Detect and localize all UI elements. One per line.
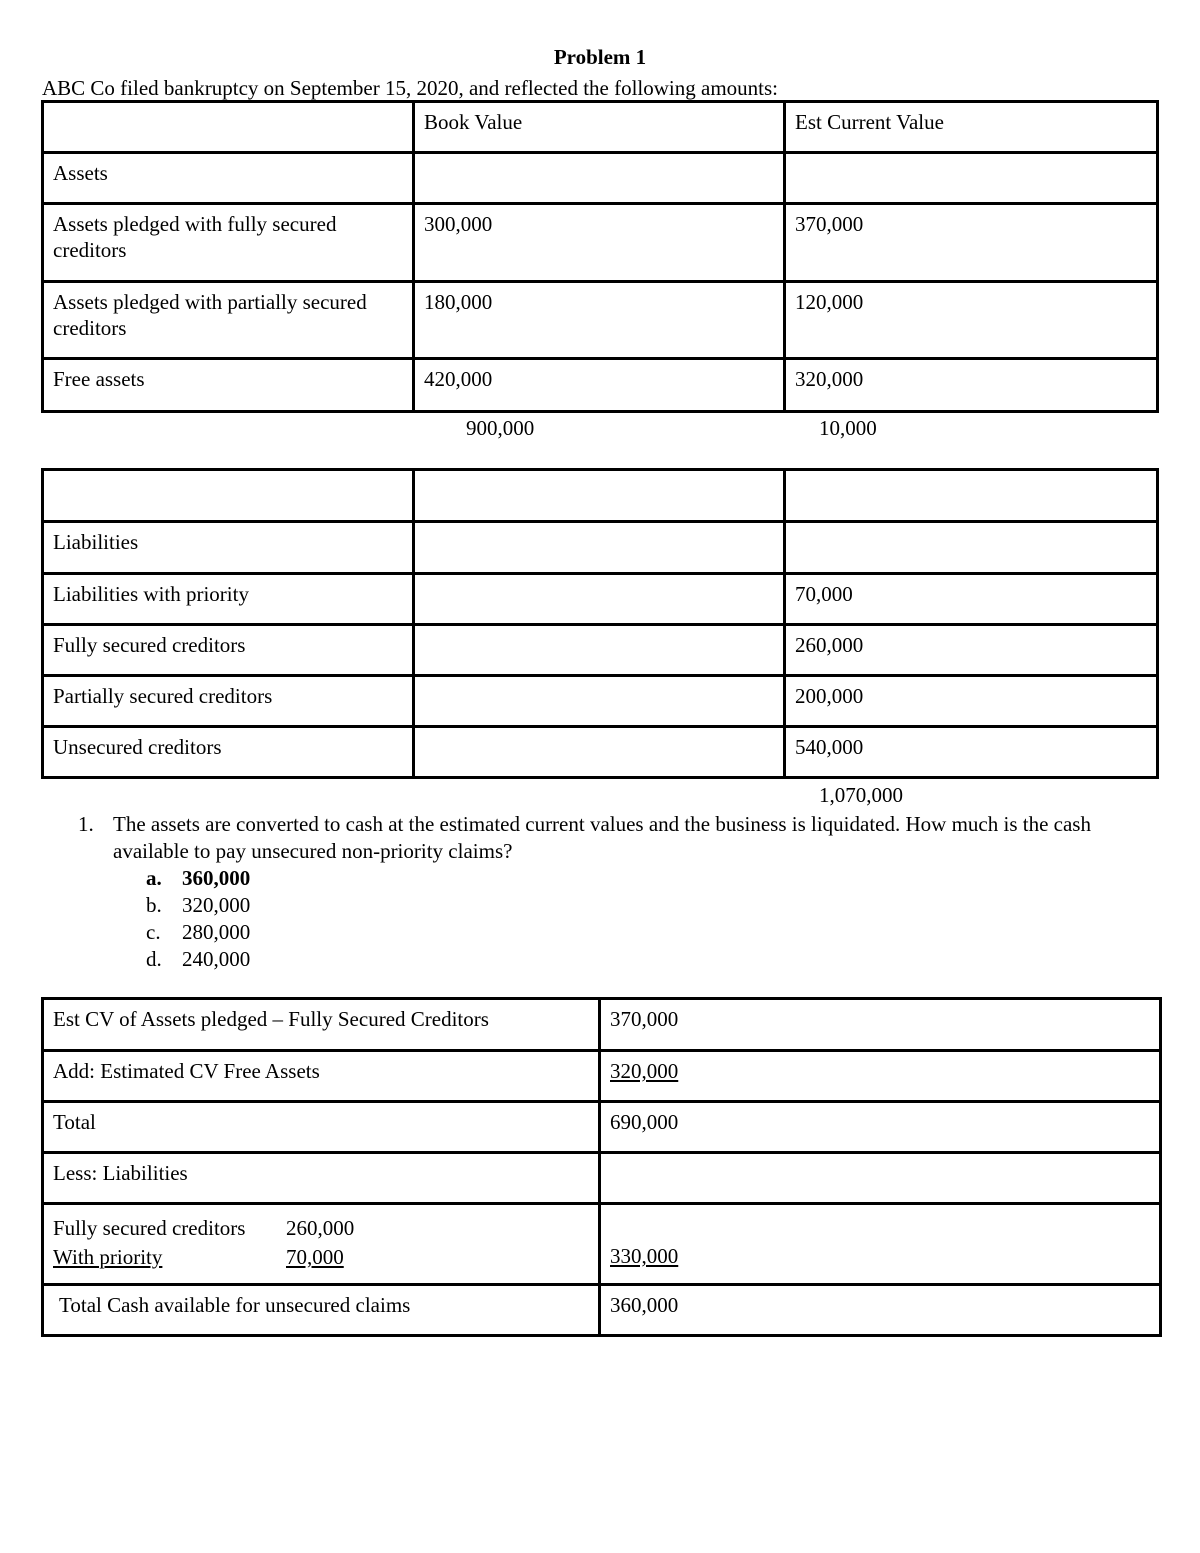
row-value: 370,000 bbox=[600, 999, 1161, 1051]
choice-letter: b. bbox=[146, 893, 162, 917]
question-number: 1. bbox=[78, 812, 94, 836]
table-row bbox=[43, 574, 1158, 625]
table-row bbox=[43, 204, 1158, 282]
book-value-cell bbox=[414, 470, 785, 522]
row-label: Liabilities bbox=[43, 522, 414, 574]
row-label: Total bbox=[43, 1102, 600, 1153]
current-value-cell bbox=[785, 522, 1158, 574]
row-label: Unsecured creditors bbox=[43, 727, 414, 778]
book-value-cell bbox=[414, 676, 785, 727]
table-row bbox=[43, 1204, 1161, 1285]
assets-current-total: 10,000 bbox=[819, 416, 877, 440]
book-value-cell: 180,000 bbox=[414, 282, 785, 359]
choice-letter: c. bbox=[146, 920, 161, 944]
row-label: Partially secured creditors bbox=[43, 676, 414, 727]
row-label: Assets pledged with fully secured creditors bbox=[43, 204, 414, 282]
current-value-cell: 260,000 bbox=[785, 625, 1158, 676]
choice-b bbox=[146, 892, 1158, 919]
table-row bbox=[43, 1051, 1161, 1102]
book-value-cell bbox=[414, 727, 785, 778]
problem-title: Problem 1 bbox=[553, 45, 647, 69]
table-row bbox=[43, 153, 1158, 204]
row-label: Assets pledged with partially secured creditors bbox=[43, 282, 414, 359]
liability-label: Fully secured creditors bbox=[53, 1216, 246, 1240]
row-label: Free assets bbox=[43, 359, 414, 412]
liability-value: 70,000 bbox=[286, 1245, 344, 1269]
row-label bbox=[43, 470, 414, 522]
row-label: Est CV of Assets pledged – Fully Secured Creditors bbox=[43, 999, 600, 1051]
choice-value: 240,000 bbox=[182, 947, 251, 971]
assets-table bbox=[41, 100, 1159, 413]
row-label: Add: Estimated CV Free Assets bbox=[43, 1051, 600, 1102]
row-value bbox=[600, 1204, 1161, 1285]
table-row bbox=[43, 1153, 1161, 1204]
row-label: Less: Liabilities bbox=[43, 1153, 600, 1204]
table-row bbox=[43, 727, 1158, 778]
header-est-current-value: Est Current Value bbox=[785, 102, 1158, 153]
liabilities-table bbox=[41, 468, 1159, 779]
header-cell-empty bbox=[43, 102, 414, 153]
answer-choices bbox=[146, 865, 1158, 973]
row-label: Total Cash available for unsecured claims bbox=[43, 1285, 600, 1336]
choice-d bbox=[146, 946, 1158, 973]
table-row bbox=[43, 676, 1158, 727]
liability-line bbox=[53, 1214, 589, 1243]
book-value-cell: 300,000 bbox=[414, 204, 785, 282]
problem-intro: ABC Co filed bankruptcy on September 15, 2020, and reflected the following amounts: bbox=[42, 76, 779, 100]
table-row bbox=[43, 470, 1158, 522]
choice-letter: a. bbox=[146, 866, 162, 890]
row-label bbox=[43, 1204, 600, 1285]
underlined-value: 330,000 bbox=[610, 1244, 679, 1268]
liability-value: 260,000 bbox=[286, 1216, 355, 1240]
table-row bbox=[43, 359, 1158, 412]
table-row bbox=[43, 1285, 1161, 1336]
choice-value: 280,000 bbox=[182, 920, 251, 944]
question-block bbox=[78, 811, 1158, 973]
table-row bbox=[43, 1102, 1161, 1153]
liabilities-current-total: 1,070,000 bbox=[819, 783, 903, 807]
current-value-cell: 70,000 bbox=[785, 574, 1158, 625]
row-value bbox=[600, 1051, 1161, 1102]
choice-value: 360,000 bbox=[182, 866, 251, 890]
current-value-cell bbox=[785, 153, 1158, 204]
header-book-value: Book Value bbox=[414, 102, 785, 153]
current-value-cell: 120,000 bbox=[785, 282, 1158, 359]
table-row bbox=[43, 522, 1158, 574]
table-row bbox=[43, 999, 1161, 1051]
solution-table bbox=[41, 997, 1162, 1337]
assets-book-total: 900,000 bbox=[466, 416, 535, 440]
row-value: 360,000 bbox=[600, 1285, 1161, 1336]
underlined-value: 320,000 bbox=[610, 1059, 679, 1083]
current-value-cell: 320,000 bbox=[785, 359, 1158, 412]
question-text: The assets are converted to cash at the estimated current values and the business is liquidated. How much is the cash available to pay unsecured non-priority claims? bbox=[113, 812, 1091, 863]
choice-c bbox=[146, 919, 1158, 946]
book-value-cell bbox=[414, 625, 785, 676]
liability-line bbox=[53, 1243, 589, 1272]
book-value-cell bbox=[414, 574, 785, 625]
choice-a bbox=[146, 865, 1158, 892]
row-label: Fully secured creditors bbox=[43, 625, 414, 676]
row-value: 690,000 bbox=[600, 1102, 1161, 1153]
table-row bbox=[43, 625, 1158, 676]
current-value-cell: 370,000 bbox=[785, 204, 1158, 282]
assets-header-row bbox=[43, 102, 1158, 153]
table-row bbox=[43, 282, 1158, 359]
row-value bbox=[600, 1153, 1161, 1204]
row-label: Assets bbox=[43, 153, 414, 204]
book-value-cell bbox=[414, 522, 785, 574]
liability-label: With priority bbox=[53, 1245, 163, 1269]
current-value-cell: 200,000 bbox=[785, 676, 1158, 727]
book-value-cell bbox=[414, 153, 785, 204]
choice-letter: d. bbox=[146, 947, 162, 971]
current-value-cell bbox=[785, 470, 1158, 522]
book-value-cell: 420,000 bbox=[414, 359, 785, 412]
current-value-cell: 540,000 bbox=[785, 727, 1158, 778]
row-label: Liabilities with priority bbox=[43, 574, 414, 625]
choice-value: 320,000 bbox=[182, 893, 251, 917]
